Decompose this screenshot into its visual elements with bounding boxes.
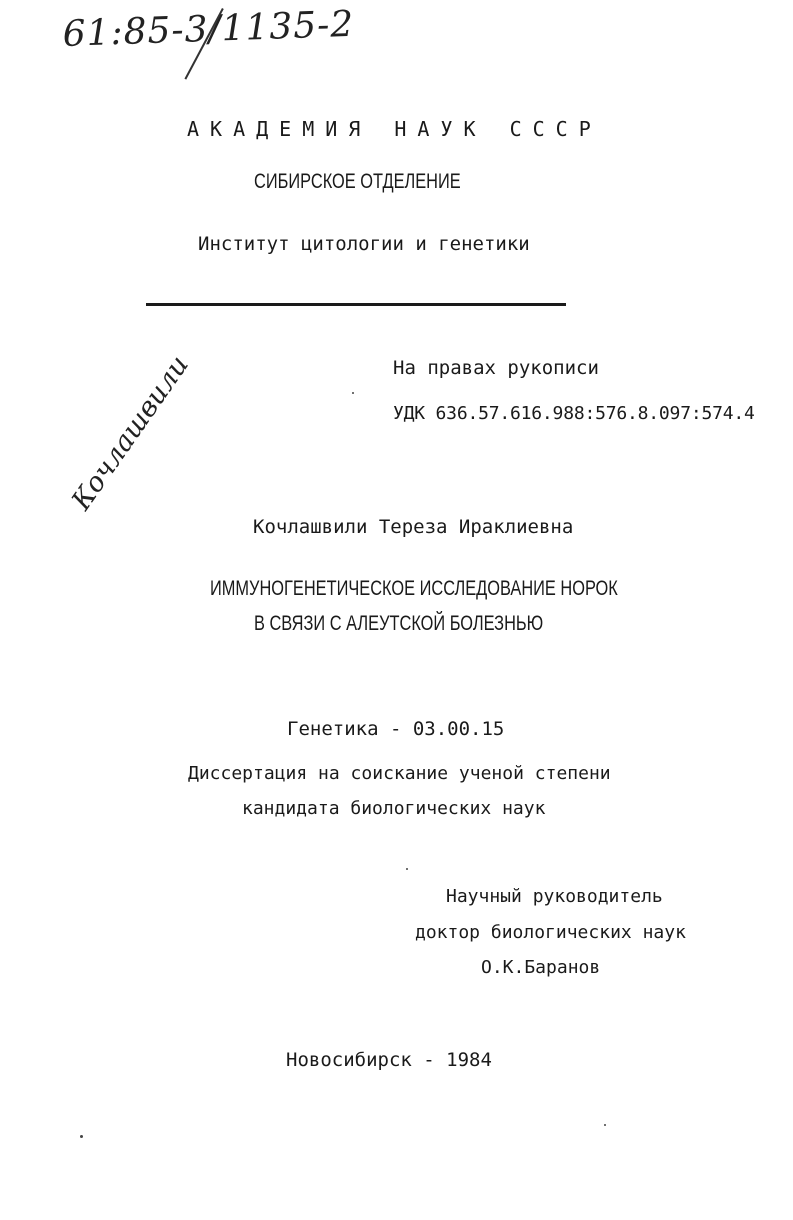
specialty: Генетика - 03.00.15 — [287, 718, 505, 740]
degree-line2: кандидата биологических наук — [242, 798, 546, 819]
branch-title: СИБИРСКОЕ ОТДЕЛЕНИЕ — [254, 170, 461, 193]
scan-speck — [604, 1124, 606, 1126]
handwritten-name: Кочлашвили — [66, 350, 195, 516]
udc-code: УДК 636.57.616.988:576.8.097:574.4 — [393, 403, 755, 424]
academy-title: АКАДЕМИЯ НАУК СССР — [187, 117, 602, 141]
archive-mark: 61:85-3/1135-2 — [62, 3, 355, 55]
supervisor-name: О.К.Баранов — [481, 957, 601, 978]
author-name: Кочлашвили Тереза Ираклиевна — [253, 516, 574, 538]
header-divider — [146, 303, 566, 306]
rights-note: На правах рукописи — [393, 357, 599, 379]
thesis-title-line2: В СВЯЗИ С АЛЕУТСКОЙ БОЛЕЗНЬЮ — [254, 612, 544, 635]
supervisor-label: Научный руководитель — [446, 886, 663, 907]
scan-speck — [406, 868, 408, 870]
supervisor-degree: доктор биологических наук — [415, 922, 686, 943]
institute-title: Институт цитологии и генетики — [198, 233, 530, 255]
scan-speck — [352, 392, 354, 394]
thesis-title-line1: ИММУНОГЕНЕТИЧЕСКОЕ ИССЛЕДОВАНИЕ НОРОК — [210, 577, 618, 600]
degree-line1: Диссертация на соискание ученой степени — [188, 763, 611, 784]
scan-speck — [80, 1135, 83, 1138]
place-year: Новосибирск - 1984 — [286, 1049, 492, 1071]
